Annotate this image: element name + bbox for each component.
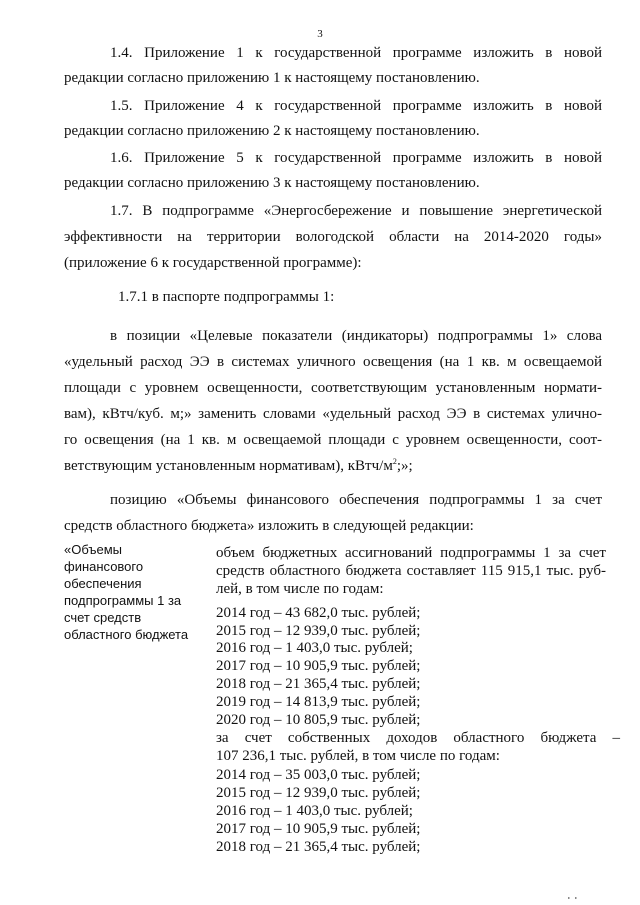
scan-mark	[566, 895, 586, 901]
replace-para-line-6	[64, 457, 413, 475]
replace-para-line-3: площади с уровнем освещенности, соответствующим установленным нормати-	[64, 380, 602, 396]
para-1-5-line-2: редакции согласно приложению 2 к настоящему постановлению.	[64, 123, 480, 139]
table-value-line-10: 2020 год – 10 805,9 тыс. рублей;	[216, 712, 421, 728]
replace-para-line-4: вам), кВтч/куб. м;» заменить словами «удельный расход ЭЭ в системах улично-	[64, 406, 602, 422]
page-number: 3	[317, 28, 323, 40]
table-label-line-4: подпрограммы 1 за	[64, 593, 182, 608]
table-value-line-3: лей, в том числе по годам:	[216, 581, 384, 597]
table-value-line-15: 2016 год – 1 403,0 тыс. рублей;	[216, 803, 413, 819]
table-label-line-2: финансового	[64, 559, 144, 574]
para-1-4-line-1: 1.4. Приложение 1 к государственной программе изложить в новой	[110, 45, 602, 61]
replace-para-line-2: «удельный расход ЭЭ в системах уличного освещения (на 1 кв. м освещаемой	[64, 354, 602, 370]
replace-para-line-5: го освещения (на 1 кв. м освещаемой площади с уровнем освещенности, соот-	[64, 432, 602, 448]
table-label-line-5: счет средств	[64, 610, 142, 625]
para-1-4-line-2: редакции согласно приложению 1 к настоящему постановлению.	[64, 70, 480, 86]
para-1-7-line-1: 1.7. В подпрограмме «Энергосбережение и повышение энергетической	[110, 203, 602, 219]
table-value-line-2: средств областного бюджета составляет 115 915,1 тыс. руб-	[216, 563, 606, 579]
table-value-line-14: 2015 год – 12 939,0 тыс. рублей;	[216, 785, 421, 801]
table-value-line-16: 2017 год – 10 905,9 тыс. рублей;	[216, 821, 421, 837]
replace-para-line-6-end: ;»;	[396, 458, 413, 474]
table-value-line-6: 2016 год – 1 403,0 тыс. рублей;	[216, 640, 413, 656]
table-value-line-7: 2017 год – 10 905,9 тыс. рублей;	[216, 658, 421, 674]
para-1-7-line-2: эффективности на территории вологодской области на 2014-2020 годы»	[64, 229, 602, 245]
table-value-line-11: за счет собственных доходов областного бюджета –	[216, 730, 620, 746]
position-para-line-2: средств областного бюджета» изложить в следующей редакции:	[64, 518, 474, 534]
para-1-7-1: 1.7.1 в паспорте подпрограммы 1:	[118, 289, 335, 305]
table-value-line-1: объем бюджетных ассигнований подпрограммы 1 за счет	[216, 545, 606, 561]
table-value-line-9: 2019 год – 14 813,9 тыс. рублей;	[216, 694, 421, 710]
position-para-line-1: позицию «Объемы финансового обеспечения подпрограммы 1 за счет	[110, 492, 602, 508]
table-label-line-3: обеспечения	[64, 576, 142, 591]
replace-para-line-1: в позиции «Целевые показатели (индикаторы) подпрограммы 1» слова	[110, 328, 602, 344]
para-1-6-line-2: редакции согласно приложению 3 к настоящему постановлению.	[64, 175, 480, 191]
table-value-line-8: 2018 год – 21 365,4 тыс. рублей;	[216, 676, 421, 692]
table-label-line-1: «Объемы	[64, 542, 122, 557]
table-value-line-12: 107 236,1 тыс. рублей, в том числе по годам:	[216, 748, 500, 764]
para-1-7-line-3: (приложение 6 к государственной программе):	[64, 255, 362, 271]
table-value-line-17: 2018 год – 21 365,4 тыс. рублей;	[216, 839, 421, 855]
para-1-5-line-1: 1.5. Приложение 4 к государственной программе изложить в новой	[110, 98, 602, 114]
para-1-6-line-1: 1.6. Приложение 5 к государственной программе изложить в новой	[110, 150, 602, 166]
table-value-line-4: 2014 год – 43 682,0 тыс. рублей;	[216, 605, 421, 621]
table-value-line-13: 2014 год – 35 003,0 тыс. рублей;	[216, 767, 421, 783]
table-value-line-5: 2015 год – 12 939,0 тыс. рублей;	[216, 623, 421, 639]
superscript-2: 2	[392, 457, 397, 466]
table-label-line-6: областного бюджета	[64, 627, 189, 642]
replace-para-line-6-text: ветствующим установленным нормативам), кВтч/м	[64, 458, 393, 474]
